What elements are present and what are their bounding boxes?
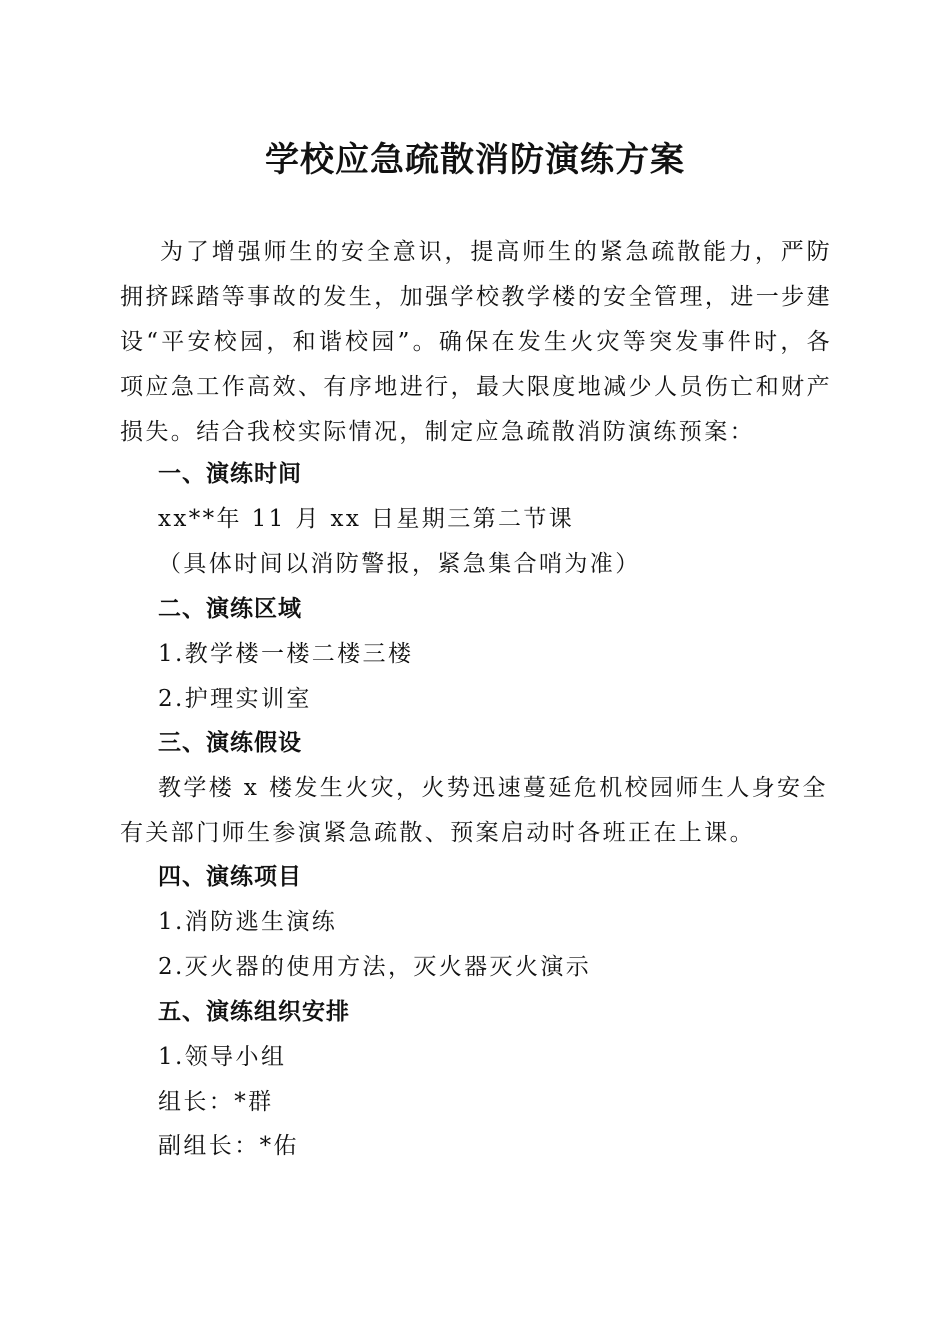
drill-time-text: xx**年 11 月 xx 日星期三第二节课 bbox=[158, 506, 575, 532]
area-item-2: 2.护理实训室 bbox=[158, 686, 312, 712]
team-leader: 组长：*群 bbox=[158, 1089, 274, 1115]
section-heading-time: 一、演练时间 bbox=[158, 461, 302, 487]
drill-time-note: （具体时间以消防警报，紧急集合哨为准） bbox=[158, 551, 641, 577]
section-heading-assumption: 三、演练假设 bbox=[158, 730, 302, 756]
organization-item-1: 1.领导小组 bbox=[158, 1044, 287, 1070]
section-heading-items: 四、演练项目 bbox=[158, 864, 302, 890]
section-heading-organization: 五、演练组织安排 bbox=[158, 999, 350, 1025]
drill-item-2: 2.灭火器的使用方法，灭火器灭火演示 bbox=[158, 954, 592, 980]
assumption-paragraph: 教学楼 x 楼发生火灾，火势迅速蔓延危机校园师生人身安全有关部门师生参演紧急疏散、预案启动时各班正在上课。 bbox=[120, 775, 828, 846]
area-item-1: 1.教学楼一楼二楼三楼 bbox=[158, 641, 414, 667]
intro-paragraph: 为了增强师生的安全意识，提高师生的紧急疏散能力，严防拥挤踩踏等事故的发生，加强学校教学楼的安全管理，进一步建设“平安校园，和谐校园”。确保在发生火灾等突发事件时，各项应急工作高效、有序地进行，最大限度地减少人员伤亡和财产损失。结合我校实际情况，制定应急疏散消防演练预案： bbox=[120, 239, 832, 445]
drill-item-1: 1.消防逃生演练 bbox=[158, 909, 338, 935]
deputy-team-leader: 副组长：*佑 bbox=[158, 1133, 299, 1159]
section-heading-area: 二、演练区域 bbox=[158, 596, 302, 622]
document-title: 学校应急疏散消防演练方案 bbox=[265, 140, 685, 180]
